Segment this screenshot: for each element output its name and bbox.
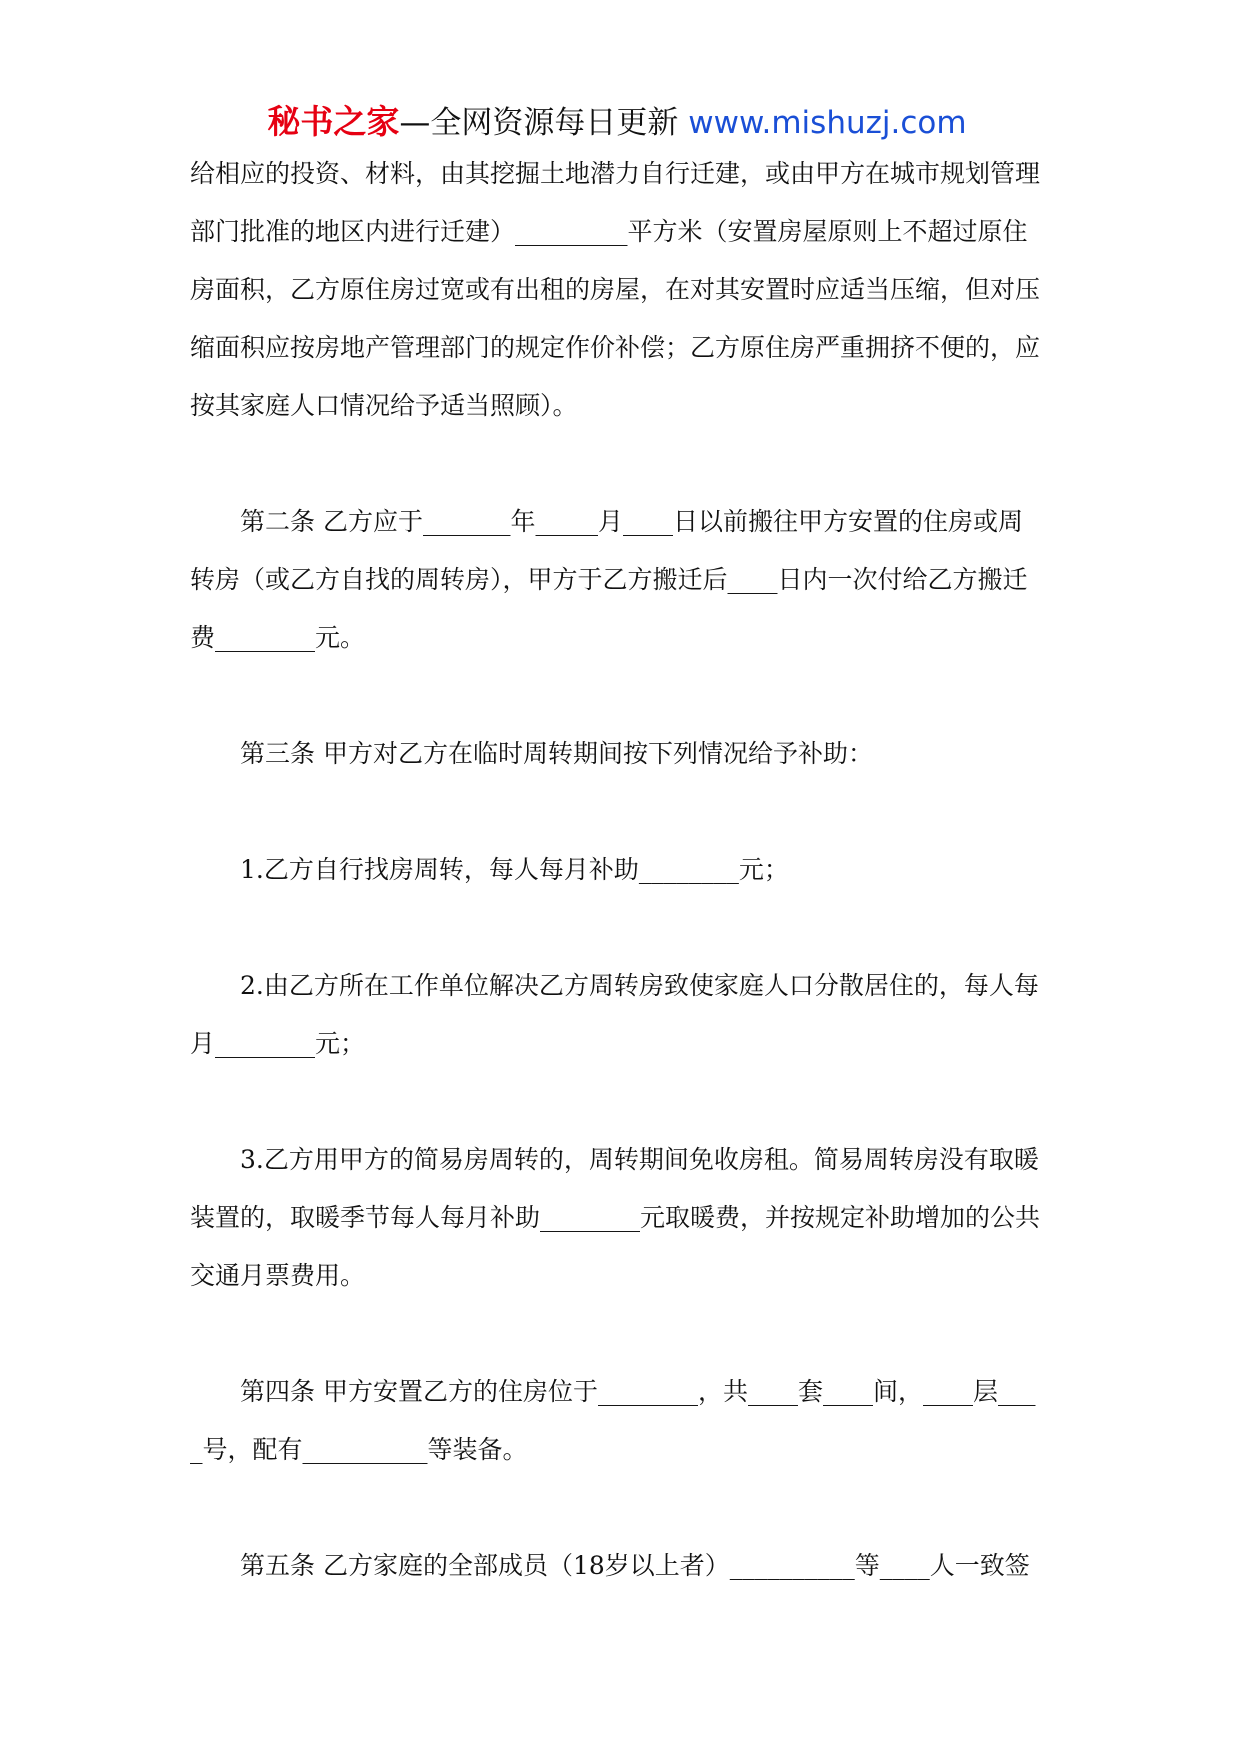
site-url-link[interactable]: www.mishuzj.com bbox=[688, 105, 967, 141]
paragraph-article-5: 第五条 乙方家庭的全部成员（18岁以上者）__________等____人一致签 bbox=[240, 1551, 1030, 1580]
paragraph-article-3-item-2: 2.由乙方所在工作单位解决乙方周转房致使家庭人口分散居住的，每人每月________元； bbox=[190, 971, 1039, 1058]
paragraph-article-4: 第四条 甲方安置乙方的住房位于________，共____套____间，____层____号，配有__________等装备。 bbox=[190, 1377, 1036, 1464]
site-header-banner bbox=[0, 100, 1234, 145]
site-brand: 秘书之家 bbox=[267, 102, 400, 141]
paragraph-article-3: 第三条 甲方对乙方在临时周转期间按下列情况给予补助： bbox=[240, 739, 873, 768]
site-slogan: —全网资源每日更新 bbox=[399, 105, 679, 141]
paragraph-article-3-item-1: 1.乙方自行找房周转，每人每月补助________元； bbox=[240, 855, 789, 884]
paragraph-spacer bbox=[190, 1305, 1045, 1363]
paragraph-spacer bbox=[190, 1073, 1045, 1131]
paragraph-spacer bbox=[190, 435, 1045, 493]
paragraph-article-2: 第二条 乙方应于_______年_____月____日以前搬往甲方安置的住房或周转房（或乙方自找的周转房），甲方于乙方搬迁后____日内一次付给乙方搬迁费________元。 bbox=[190, 507, 1028, 652]
paragraph-spacer bbox=[190, 899, 1045, 957]
paragraph-spacer bbox=[190, 667, 1045, 725]
paragraph-spacer bbox=[190, 783, 1045, 841]
paragraph-spacer bbox=[190, 1479, 1045, 1537]
document-body bbox=[190, 145, 1045, 1595]
paragraph-article-3-item-3: 3.乙方用甲方的简易房周转的，周转期间免收房租。简易周转房没有取暖装置的，取暖季节每人每月补助________元取暖费，并按规定补助增加的公共交通月票费用。 bbox=[190, 1145, 1041, 1290]
paragraph-relocation-area: 给相应的投资、材料，由其挖掘土地潜力自行迁建，或由甲方在城市规划管理部门批准的地区内进行迁建）_________平方米（安置房屋原则上不超过原住房面积，乙方原住房过宽或有出租的房屋，在对其安置时应适当压缩，但对压缩面积应按房地产管理部门的规定作价补偿；乙方原住房严重拥挤不便的，应按其家庭人口情况给予适当照顾）。 bbox=[190, 159, 1041, 420]
